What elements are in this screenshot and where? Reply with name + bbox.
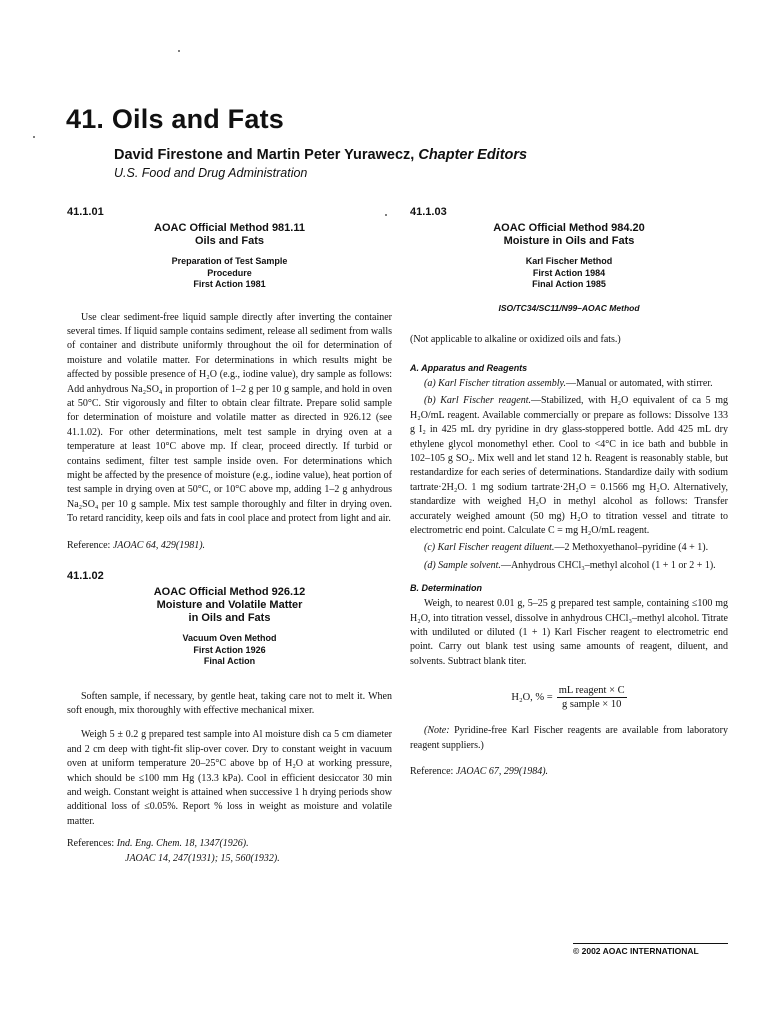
item-text: —Stabilized, with H₂O equivalent of ca 5 mg H₂O/mL reagent. Available commercially or prepare as follows: Dissolve 133 g I₂ in 425 mL dry pyridine in dry glass-stoppered bottle. Add 425 mL dry ethylene glycol monomethyl ether. Cool to <4°C in ice bath and bubble in 102–105 g SO₂. Mix well and let stand 12 h. Reagent is reasonably stable, but restandardize for each series of determinations. Standardize daily with sodium tartrate·2H₂O. 1 mg sodium tartrate·2H₂O = 0.1566 mg H₂O. Alternatively, standardize with weighed H₂O in methyl alcohol as follows: Transfer accurately weighed amount (50 mg) H₂O to titration vessel and titrate to electrometric end point. Calculate C = mg H₂O/mL reagent. — [410, 395, 728, 536]
method-status: Final Action 1985 — [532, 279, 606, 289]
reference-label: Reference: — [67, 539, 111, 551]
item-label: (d) Sample solvent. — [424, 559, 501, 571]
method-subheading — [67, 633, 392, 668]
note-text: Pyridine-free Karl Fischer reagents are available from laboratory reagent suppliers.) — [410, 725, 728, 751]
method-title: AOAC Official Method 984.20 — [493, 222, 645, 234]
method-body-paragraph: Use clear sediment-free liquid sample directly after inverting the container several times. If liquid sample contains sediment, release all sediment from walls of container and distribute uniformly throughout the oil for determination of moisture and volatile matter. For determinations in which results might be affected by possible presence of H₂O (e.g., iodine value), dry sample as follows: Add anhydrous Na₂SO₄ in proportion of 1–2 g per 10 g sample, and hold in oven at 50°C. Stir vigorously and filter to obtain clear filtrate. Prepare solid sample for determination of moisture and volatile matter as directed in 926.12 (see 41.1.02). For other determinations, melt test sample in drying oven at a temperature at least 10°C above mp. If clear, proceed directly. If turbid or contains sediment, filter test sample inside oven. For determinations which might be affected by the presence of moisture (e.g., iodine value), heat portion of test sample in drying oven at 50°C, or 10°C above mp, adding 1–2 g anhydrous Na₂SO₄ per 10 g sample. Mix test sample thoroughly and filter in drying oven. To retard rancidity, keep oils and fats in cool place and protect from light and air. — [67, 311, 392, 525]
reference-label: Reference: — [410, 766, 454, 778]
method-status: Final Action — [203, 656, 256, 666]
scan-speck — [178, 50, 180, 52]
method-number: 41.1.02 — [67, 570, 104, 582]
chapter-affiliation: U.S. Food and Drug Administration — [114, 166, 308, 180]
note-label: (Note: — [424, 725, 450, 737]
method-status: First Action 1926 — [193, 644, 266, 655]
reagent-item-b — [410, 394, 728, 538]
footer-rule — [573, 943, 728, 944]
formula-fraction — [557, 685, 627, 710]
method-references — [67, 837, 392, 866]
formula-denominator: g sample × 10 — [562, 699, 622, 711]
method-subject: Oils and Fats — [194, 235, 265, 247]
method-heading — [67, 586, 392, 625]
left-column — [67, 206, 392, 866]
method-section: Procedure — [207, 267, 252, 278]
method-subject: in Oils and Fats — [188, 612, 271, 624]
method-type: Karl Fischer Method — [525, 256, 613, 266]
method-subject: Moisture in Oils and Fats — [503, 235, 635, 247]
moisture-formula — [410, 685, 728, 710]
scan-speck — [33, 136, 35, 138]
item-text: —Anhydrous CHCl₃–methyl alcohol (1 + 1 or 2 + 1). — [500, 559, 716, 571]
reference-text: JAOAC 67, 299(1984). — [455, 766, 549, 778]
reference-text: JAOAC 14, 247(1931); 15, 560(1932). — [125, 852, 280, 864]
supplier-note — [410, 724, 728, 753]
reference-text: Ind. Eng. Chem. 18, 1347(1926). — [116, 838, 249, 850]
method-body-paragraph: Weigh 5 ± 0.2 g prepared test sample into Al moisture dish ca 5 cm diameter and 2 cm deep with tight-fit slip-over cover. Dry to constant weight in vacuum oven at uniform temperature 20–25°C above bp of H₂O at working pressure, which should be ≤100 mm Hg (13.3 kPa). Cool in efficient desiccator 30 min and weigh. Constant weight is attained when successive 1 h drying periods show additional loss of ≤0.05%. Report % loss in weight as moisture and volatile matter. — [67, 729, 392, 827]
reference-text: JAOAC 64, 429(1981). — [112, 539, 206, 551]
method-number: 41.1.01 — [67, 206, 104, 218]
copyright-notice: © 2002 AOAC INTERNATIONAL — [573, 946, 699, 956]
method-heading — [410, 222, 728, 248]
method-status: First Action 1984 — [532, 267, 606, 278]
method-heading — [67, 222, 392, 248]
reference-line — [67, 837, 392, 851]
item-label: (b) Karl Fischer reagent. — [424, 395, 531, 407]
item-text: —2 Methoxyethanol–pyridine (4 + 1). — [554, 542, 709, 554]
item-label: (a) Karl Fischer titration assembly. — [424, 377, 566, 389]
method-number: 41.1.03 — [410, 206, 447, 218]
reagent-item-a — [410, 377, 728, 391]
method-title: AOAC Official Method 926.12 — [153, 586, 306, 598]
applicability-note: (Not applicable to alkaline or oxidized oils and fats.) — [410, 333, 621, 345]
method-type: Preparation of Test Sample — [171, 256, 288, 266]
chapter-title: 41. Oils and Fats — [66, 104, 284, 134]
reference-label: References: — [67, 838, 115, 850]
standard-reference: ISO/TC34/SC11/N99–AOAC Method — [498, 302, 640, 313]
method-type: Vacuum Oven Method — [182, 633, 277, 643]
determination-paragraph: Weigh, to nearest 0.01 g, 5–25 g prepared test sample, containing ≤100 mg H₂O, into titration vessel, dissolve in anhydrous CHCl₃–methyl alcohol. Titrate with undiluted or diluted (1 + 1) Karl Fischer reagent to electrometric end point. Carry out blank test using same amounts of reagent, diluent, and solvents. Subtract blank titer. — [410, 598, 728, 667]
item-text: —Manual or automated, with stirrer. — [565, 377, 713, 389]
formula-lhs: H₂O, % = — [511, 692, 553, 704]
section-heading-determination: B. Determination — [410, 583, 483, 594]
method-reference — [67, 539, 392, 553]
method-body-paragraph: Soften sample, if necessary, by gentle heat, taking care not to melt it. When soft enough, mix thoroughly with effective mechanical mixer. — [67, 690, 392, 716]
chapter-editors — [114, 147, 527, 163]
reference-line — [67, 852, 392, 866]
method-reference — [410, 765, 728, 779]
section-heading-apparatus: A. Apparatus and Reagents — [410, 362, 528, 373]
reagent-item-c — [410, 541, 728, 555]
item-label: (c) Karl Fischer reagent diluent. — [424, 542, 555, 554]
editors-names: David Firestone and Martin Peter Yurawecz, — [114, 147, 415, 163]
method-title: AOAC Official Method 981.11 — [154, 222, 305, 234]
method-status: First Action 1981 — [193, 279, 266, 289]
right-column — [410, 206, 728, 779]
reagent-item-d — [410, 559, 728, 573]
editors-role: Chapter Editors — [418, 147, 528, 163]
formula-numerator: mL reagent × C — [558, 685, 625, 697]
method-subject: Moisture and Volatile Matter — [156, 599, 303, 611]
method-subheading — [67, 256, 392, 291]
method-subheading — [410, 256, 728, 291]
